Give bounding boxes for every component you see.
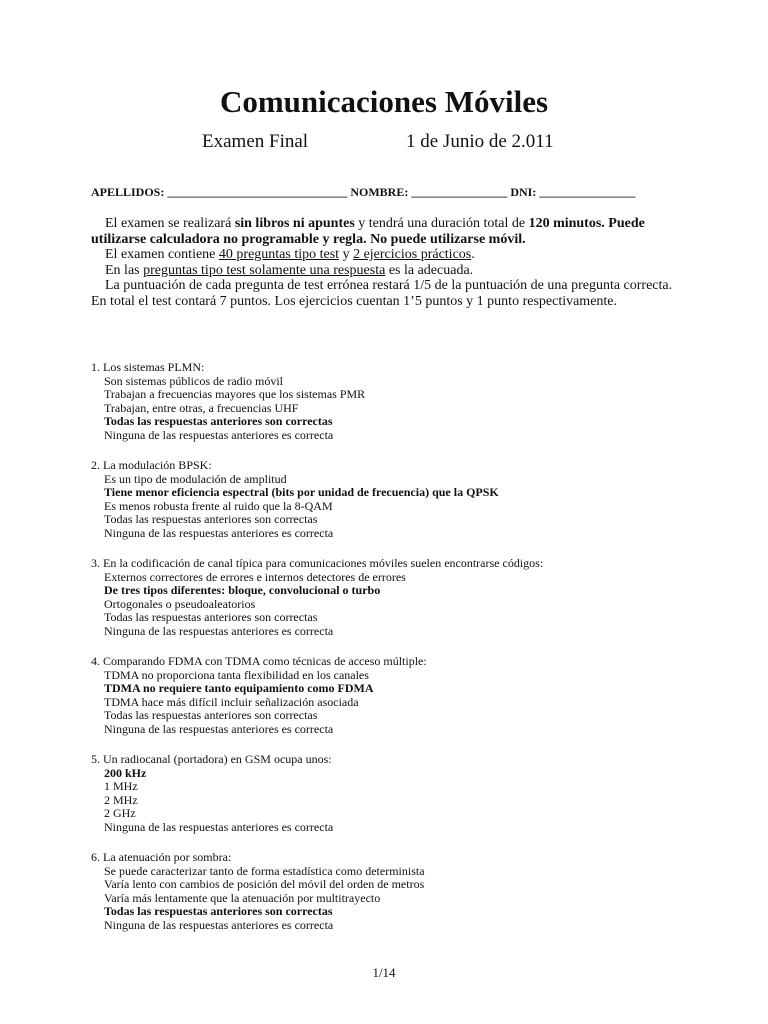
answer-option[interactable]: Ninguna de las respuestas anteriores es correcta: [104, 525, 334, 540]
underlined-text: 2 ejercicios prácticos: [353, 247, 472, 262]
answer-option[interactable]: Ninguna de las respuestas anteriores es correcta: [104, 917, 334, 932]
answer-option[interactable]: Ninguna de las respuestas anteriores es correcta: [104, 623, 334, 638]
answer-option[interactable]: Trabajan, entre otras, a frecuencias UHF: [104, 400, 299, 415]
answer-option[interactable]: Ninguna de las respuestas anteriores es correcta: [104, 721, 334, 736]
text: es la adecuada.: [385, 262, 474, 278]
question-2: [91, 459, 691, 541]
answer-option-correct[interactable]: Todas las respuestas anteriores son correctas: [104, 414, 333, 429]
question-1: [91, 361, 691, 443]
answer-option[interactable]: Trabajan a frecuencias mayores que los sistemas PMR: [104, 387, 366, 402]
question-stem: 3. En la codificación de canal típica para comunicaciones móviles suelen encontrarse códigos:: [91, 556, 544, 570]
answer-option[interactable]: Todas las respuestas anteriores son correctas: [104, 512, 318, 527]
answer-option-correct[interactable]: De tres tipos diferentes: bloque, convolucional o turbo: [104, 583, 381, 598]
student-id-line: APELLIDOS: ______________________________ NOMBRE: ________________ DNI: ________________: [91, 185, 636, 199]
instructions: [91, 216, 691, 309]
question-stem: 6. La atenuación por sombra:: [91, 850, 232, 864]
answer-option[interactable]: Todas las respuestas anteriores son correctas: [104, 610, 318, 625]
answer-option[interactable]: Ninguna de las respuestas anteriores es correcta: [104, 819, 334, 834]
answer-option-correct[interactable]: Tiene menor eficiencia espectral (bits por unidad de frecuencia) que la QPSK: [104, 485, 499, 500]
instruction-paragraph: [91, 278, 691, 309]
page-number: 1/14: [372, 965, 396, 980]
question-stem: 2. La modulación BPSK:: [91, 458, 212, 472]
text: En las: [105, 262, 144, 278]
text: La puntuación de cada pregunta de test errónea restará 1/5 de la puntuación de una pregunta correcta. En total el test contará 7 puntos. Los ejercicios cuentan 1’5 puntos y 1 punto respectivamente.: [91, 278, 673, 309]
answer-option[interactable]: Varía más lentamente que la atenuación por multitrayecto: [104, 890, 381, 905]
text: El examen contiene: [105, 247, 219, 262]
question-6: [91, 851, 691, 933]
answer-option[interactable]: Son sistemas públicos de radio móvil: [104, 373, 283, 388]
question-3: [91, 557, 691, 639]
exam-date: 1 de Junio de 2.011: [406, 131, 554, 152]
text: y tendrá una duración total de: [354, 216, 529, 231]
text: .: [471, 247, 475, 262]
text: El examen se realizará: [105, 216, 235, 231]
instruction-paragraph: [91, 247, 691, 263]
underlined-text: 40 preguntas tipo test: [218, 247, 340, 262]
instruction-paragraph: [91, 263, 691, 279]
question-4: [91, 655, 691, 737]
answer-option[interactable]: TDMA no proporciona tanta flexibilidad en los canales: [104, 667, 369, 682]
emphasis: 120 minutos. Puede utilizarse calculadora no programable y regla. No puede utilizarse móvil.: [91, 216, 645, 247]
answer-option[interactable]: 2 GHz: [104, 806, 136, 821]
question-5: [91, 753, 691, 835]
question-stem: 1. Los sistemas PLMN:: [91, 360, 205, 374]
emphasis: sin libros ni apuntes: [234, 216, 355, 231]
answer-option[interactable]: TDMA hace más difícil incluir señalización asociada: [104, 694, 359, 709]
underlined-text: preguntas tipo test solamente una respuesta: [143, 262, 386, 278]
answer-option[interactable]: Se puede caracterizar tanto de forma estadística como determinista: [104, 863, 425, 878]
question-stem: 4. Comparando FDMA con TDMA como técnicas de acceso múltiple:: [91, 654, 427, 668]
question-stem: 5. Un radiocanal (portadora) en GSM ocupa unos:: [91, 752, 332, 766]
answer-option[interactable]: Ninguna de las respuestas anteriores es correcta: [104, 427, 334, 442]
answer-option[interactable]: 1 MHz: [104, 779, 138, 794]
answer-option-correct[interactable]: 200 kHz: [104, 765, 147, 780]
exam-title: Comunicaciones Móviles: [219, 84, 549, 119]
answer-option[interactable]: Es menos robusta frente al ruido que la 8-QAM: [104, 498, 333, 513]
text: y: [339, 247, 354, 262]
answer-option[interactable]: 2 MHz: [104, 792, 138, 807]
answer-option-correct[interactable]: Todas las respuestas anteriores son correctas: [104, 904, 333, 919]
answer-option[interactable]: Ortogonales o pseudoaleatorios: [104, 596, 256, 611]
answer-option[interactable]: Es un tipo de modulación de amplitud: [104, 471, 287, 486]
answer-option[interactable]: Externos correctores de errores e internos detectores de errores: [104, 569, 406, 584]
answer-option[interactable]: Todas las respuestas anteriores son correctas: [104, 708, 318, 723]
exam-subtitle: Examen Final: [202, 131, 309, 152]
answer-option[interactable]: Varía lento con cambios de posición del móvil del orden de metros: [104, 877, 425, 892]
answer-option-correct[interactable]: TDMA no requiere tanto equipamiento como FDMA: [104, 681, 374, 696]
instruction-paragraph: [91, 216, 691, 247]
